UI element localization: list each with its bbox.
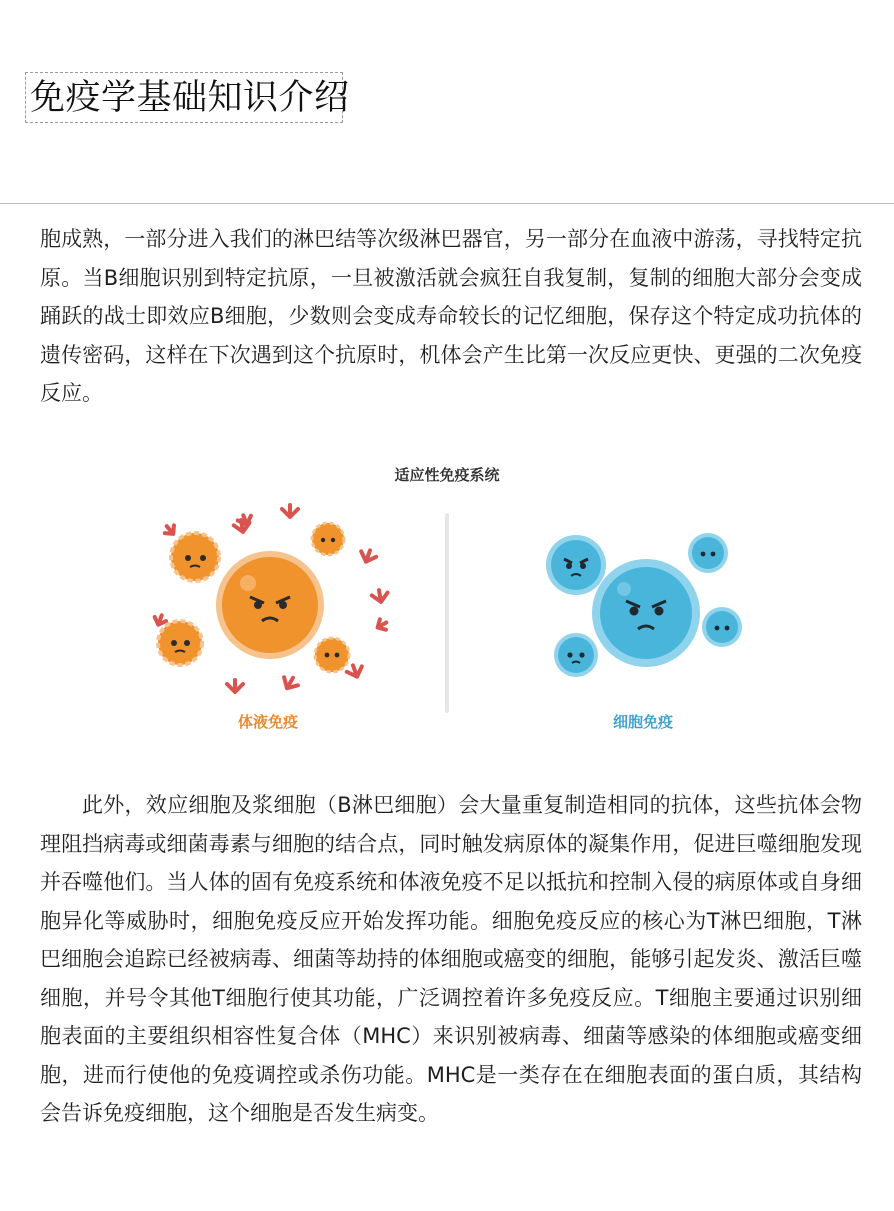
antibody-icon [162, 522, 178, 537]
t-cell-small [702, 607, 742, 647]
t-cell-small [554, 633, 598, 677]
b-cell-large [216, 551, 324, 659]
cellular-immunity-illustration [546, 533, 742, 731]
humoral-immunity-illustration [153, 505, 390, 731]
b-cell-small [171, 533, 219, 581]
t-cell-large [592, 559, 700, 667]
paragraph-2: 此外，效应细胞及浆细胞（B淋巴细胞）会大量重复制造相同的抗体，这些抗体会物理阻挡病毒或细菌毒素与细胞的结合点，同时触发病原体的凝集作用，促进巨噬细胞发现并吞噬他们。当人体的固有免疫系统和体液免疫不足以抵抗和控制入侵的病原体或自身细胞异化等威胁时，细胞免疫反应开始发挥功能。细胞免疫反应的核心为T淋巴细胞，T淋巴细胞会追踪已经被病毒、细菌等劫持的体细胞或癌变的细胞，能够引起发炎、激活巨噬细胞，并号令其他T细胞行使其功能，广泛调控着许多免疫反应。T细胞主要通过识别细胞表面的主要组织相容性复合体（MHC）来识别被病毒、细菌等感染的体细胞或癌变细胞，进而行使他的免疫调控或杀伤功能。MHC是一类存在在细胞表面的蛋白质，其结构会告诉免疫细胞，这个细胞是否发生病变。 [40, 793, 862, 1125]
antibody-icon [345, 663, 364, 680]
header-divider [0, 203, 894, 204]
paragraph-1: 胞成熟，一部分进入我们的淋巴结等次级淋巴器官，另一部分在血液中游荡，寻找特定抗原。当B细胞识别到特定抗原，一旦被激活就会疯狂自我复制，复制的细胞大部分会变成踊跃的战士即效应B细胞，少数则会变成寿命较长的记忆细胞，保存这个特定成功抗体的遗传密码，这样在下次遇到这个抗原时，机体会产生比第一次反应更快、更强的二次免疫反应。 [40, 227, 862, 405]
b-cell-small [312, 523, 344, 555]
figure-title: 适应性免疫系统 [394, 466, 500, 484]
antibody-icon [227, 680, 243, 692]
t-cell-small [688, 533, 728, 573]
antibody-icon [358, 548, 377, 565]
adaptive-immunity-figure [150, 455, 750, 745]
antibody-icon [282, 505, 298, 517]
antibody-icon [280, 674, 300, 692]
humoral-label: 体液免疫 [237, 713, 299, 731]
page-title: 免疫学基础知识介绍 [30, 78, 350, 118]
t-cell-small [546, 535, 606, 595]
b-cell-small [315, 638, 349, 672]
antibody-icon [375, 617, 390, 632]
cellular-label: 细胞免疫 [612, 713, 674, 731]
b-cell-small [158, 621, 202, 665]
antibody-icon [371, 589, 389, 604]
figure-divider [445, 513, 449, 713]
